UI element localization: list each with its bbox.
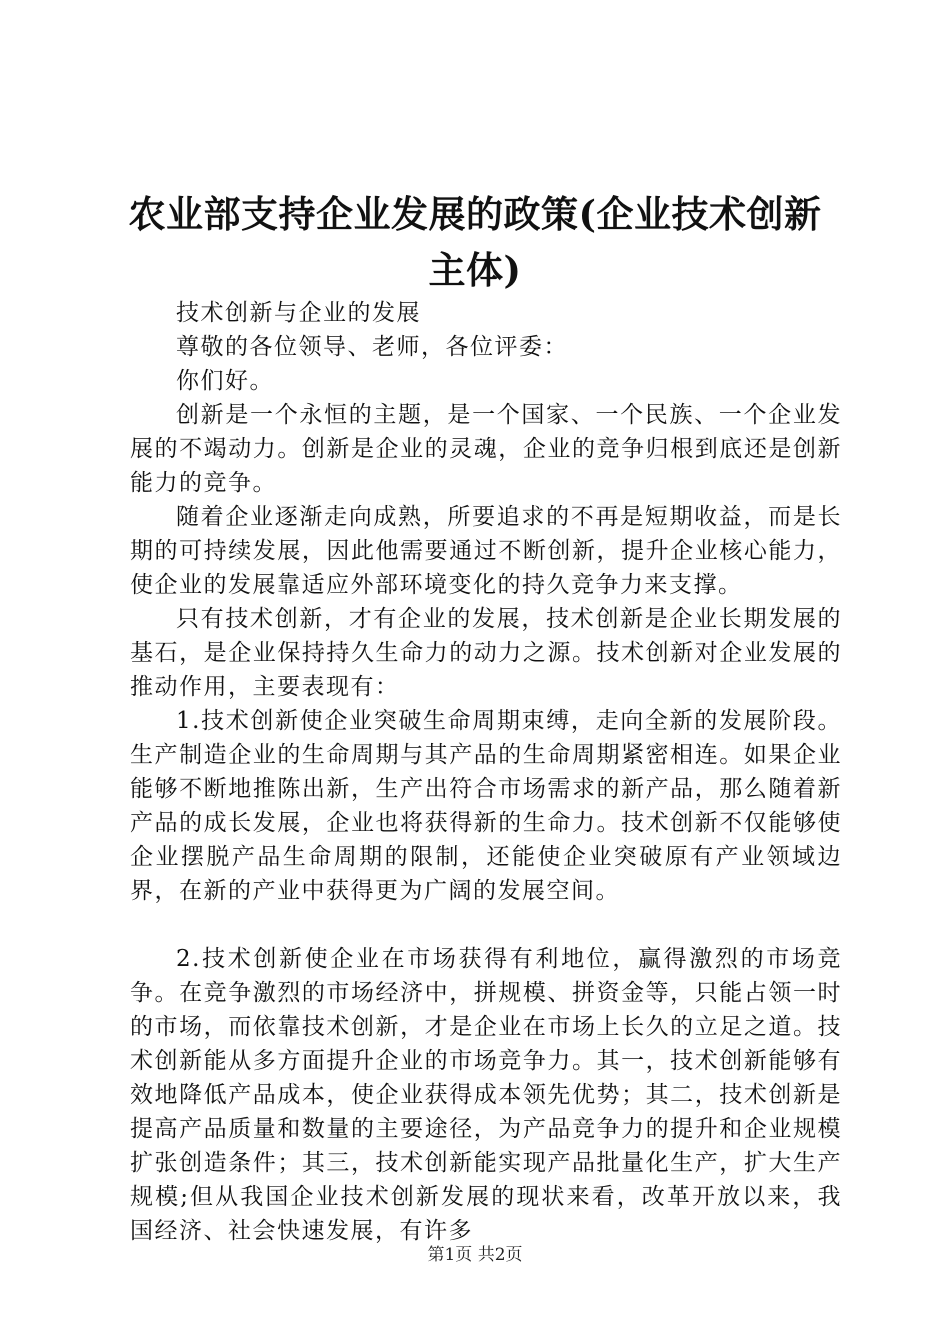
- paragraph: 随着企业逐渐走向成熟，所要追求的不再是短期收益，而是长期的可持续发展，因此他需要通过不断创新，提升企业核心能力，使企业的发展靠适应外部环境变化的持久竞争力来支撑。: [130, 504, 842, 598]
- paragraph-point-2: 2.技术创新使企业在市场获得有利地位，赢得激烈的市场竞争。在竞争激烈的市场经济中，拼规模、拼资金等，只能占领一时的市场，而依靠技术创新，才是企业在市场上长久的立足之道。技术创新能从多方面提升企业的市场竞争力。其一，技术创新能够有效地降低产品成本，使企业获得成本领先优势；其二，技术创新是提高产品质量和数量的主要途径，为产品竞争力的提升和企业规模扩张创造条件；其三，技术创新能实现产品批量化生产，扩大生产规模;但从我国企业技术创新发展的现状来看，改革开放以来，我国经济、社会快速发展，有许多: [130, 946, 842, 1244]
- document-title: 农业部支持企业发展的政策(企业技术创新主体): [128, 192, 822, 292]
- paragraph: 只有技术创新，才有企业的发展，技术创新是企业长期发展的基石，是企业保持持久生命力的动力之源。技术创新对企业发展的推动作用，主要表现有：: [130, 606, 842, 700]
- paragraph-greeting: 你们好。: [176, 368, 274, 394]
- document-body: [130, 296, 842, 1248]
- paragraph-salutation: 尊敬的各位领导、老师，各位评委：: [176, 334, 568, 360]
- paragraph: 创新是一个永恒的主题，是一个国家、一个民族、一个企业发展的不竭动力。创新是企业的灵魂，企业的竞争归根到底还是创新能力的竞争。: [130, 402, 842, 496]
- paragraph-subtitle: 技术创新与企业的发展: [176, 300, 421, 326]
- paragraph-point-1: 1.技术创新使企业突破生命周期束缚，走向全新的发展阶段。生产制造企业的生命周期与其产品的生命周期紧密相连。如果企业能够不断地推陈出新，生产出符合市场需求的新产品，那么随着新产品的成长发展，企业也将获得新的生命力。技术创新不仅能够使企业摆脱产品生命周期的限制，还能使企业突破原有产业领域边界，在新的产业中获得更为广阔的发展空间。: [130, 708, 842, 904]
- page-footer: 第1页 共2页: [427, 1245, 523, 1265]
